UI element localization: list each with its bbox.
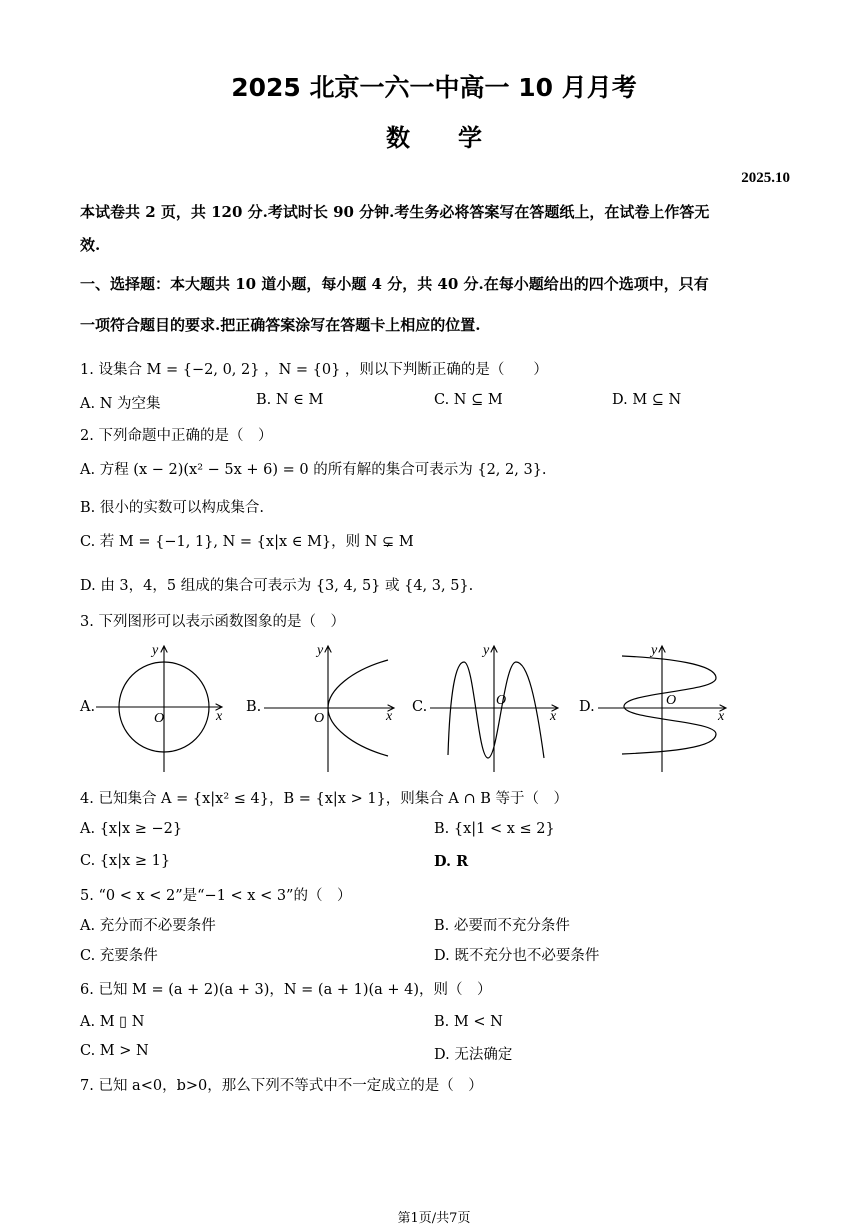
question-1-stem: 1. 设集合 M = {−2, 0, 2} ，N = {0} ，则以下判断正确的是（ ） (80, 362, 548, 378)
section-heading-line-1: 一、选择题：本大题共 10 道小题，每小题 4 分，共 40 分.在每小题给出的四个选项中，只有 (80, 275, 709, 293)
graph-c-letter: C. (412, 699, 428, 715)
question-1-option-a: A. N 为空集 (80, 396, 161, 412)
origin-label: O (154, 711, 165, 726)
question-4-option-a: A. {x|x ≥ −2} (80, 821, 183, 837)
question-4-option-d: D. R (434, 853, 469, 870)
question-1-option-b: B. N ∈ M (256, 392, 324, 408)
y-label: y (317, 643, 324, 658)
intro-line-1: 本试卷共 2 页，共 120 分.考试时长 90 分钟.考生务必将答案写在答题纸上，在试卷上作答无 (80, 203, 710, 221)
x-label: x (718, 709, 725, 724)
question-4-option-c: C. {x|x ≥ 1} (80, 853, 171, 869)
origin-label: O (666, 693, 677, 708)
question-5-option-b: B. 必要而不充分条件 (434, 918, 570, 934)
x-label: x (216, 709, 223, 724)
question-1-option-c: C. N ⊆ M (434, 392, 503, 408)
question-5-option-a: A. 充分而不必要条件 (80, 918, 216, 934)
origin-label: O (314, 711, 325, 726)
question-5-option-d: D. 既不充分也不必要条件 (434, 948, 600, 964)
graph-b-parabola (262, 640, 404, 775)
question-3-stem: 3. 下列图形可以表示函数图象的是（ ） (80, 614, 345, 630)
question-2-option-b: B. 很小的实数可以构成集合. (80, 500, 264, 516)
graph-d-letter: D. (579, 699, 595, 715)
graph-a-circle (96, 640, 236, 775)
intro-line-2: 效. (80, 236, 101, 254)
question-6-option-c: C. M > N (80, 1043, 149, 1059)
question-1-option-d: D. M ⊆ N (612, 392, 682, 408)
page-footer: 第1页/共7页 (397, 1211, 471, 1226)
wave-curve (448, 662, 544, 758)
question-5-stem: 5. “0 < x < 2”是“−1 < x < 3”的（ ） (80, 888, 352, 904)
question-4-option-b: B. {x|1 < x ≤ 2} (434, 821, 555, 837)
question-6-option-d: D. 无法确定 (434, 1047, 513, 1063)
y-label: y (651, 643, 658, 658)
graph-c-wave (428, 640, 570, 775)
section-heading-line-2: 一项符合题目的要求.把正确答案涂写在答题卡上相应的位置. (80, 316, 481, 334)
graph-a-letter: A. (80, 699, 96, 715)
question-2-stem: 2. 下列命题中正确的是（ ） (80, 428, 273, 444)
question-2-option-c: C. 若 M = {−1, 1}, N = {x|x ∈ M}，则 N ⊊ M (80, 534, 414, 550)
question-6-option-a: A. M ▯ N (80, 1014, 145, 1030)
x-label: x (550, 709, 557, 724)
exam-date: 2025.10 (741, 170, 790, 186)
x-label: x (386, 709, 393, 724)
question-6-option-b: B. M < N (434, 1014, 503, 1030)
exam-title: 2025 北京一六一中高一 10 月月考 (231, 73, 637, 102)
y-label: y (152, 643, 159, 658)
y-label: y (483, 643, 490, 658)
question-4-stem: 4. 已知集合 A = {x|x² ≤ 4}，B = {x|x > 1}，则集合 A ∩ B 等于（ ） (80, 791, 569, 807)
question-6-stem: 6. 已知 M = (a + 2)(a + 3)，N = (a + 1)(a + 4)，则（ ） (80, 982, 492, 998)
graph-b-letter: B. (246, 699, 262, 715)
origin-label: O (496, 693, 507, 708)
question-2-option-a: A. 方程 (x − 2)(x² − 5x + 6) = 0 的所有解的集合可表示为 {2, 2, 3}. (80, 462, 547, 478)
graph-d-sideways-wave (598, 640, 738, 775)
question-2-option-d: D. 由 3，4，5 组成的集合可表示为 {3, 4, 5} 或 {4, 3, 5}. (80, 578, 474, 594)
question-7-stem: 7. 已知 a<0，b>0，那么下列不等式中不一定成立的是（ ） (80, 1078, 483, 1094)
subject-title: 数 学 (386, 124, 482, 152)
question-5-option-c: C. 充要条件 (80, 948, 158, 964)
